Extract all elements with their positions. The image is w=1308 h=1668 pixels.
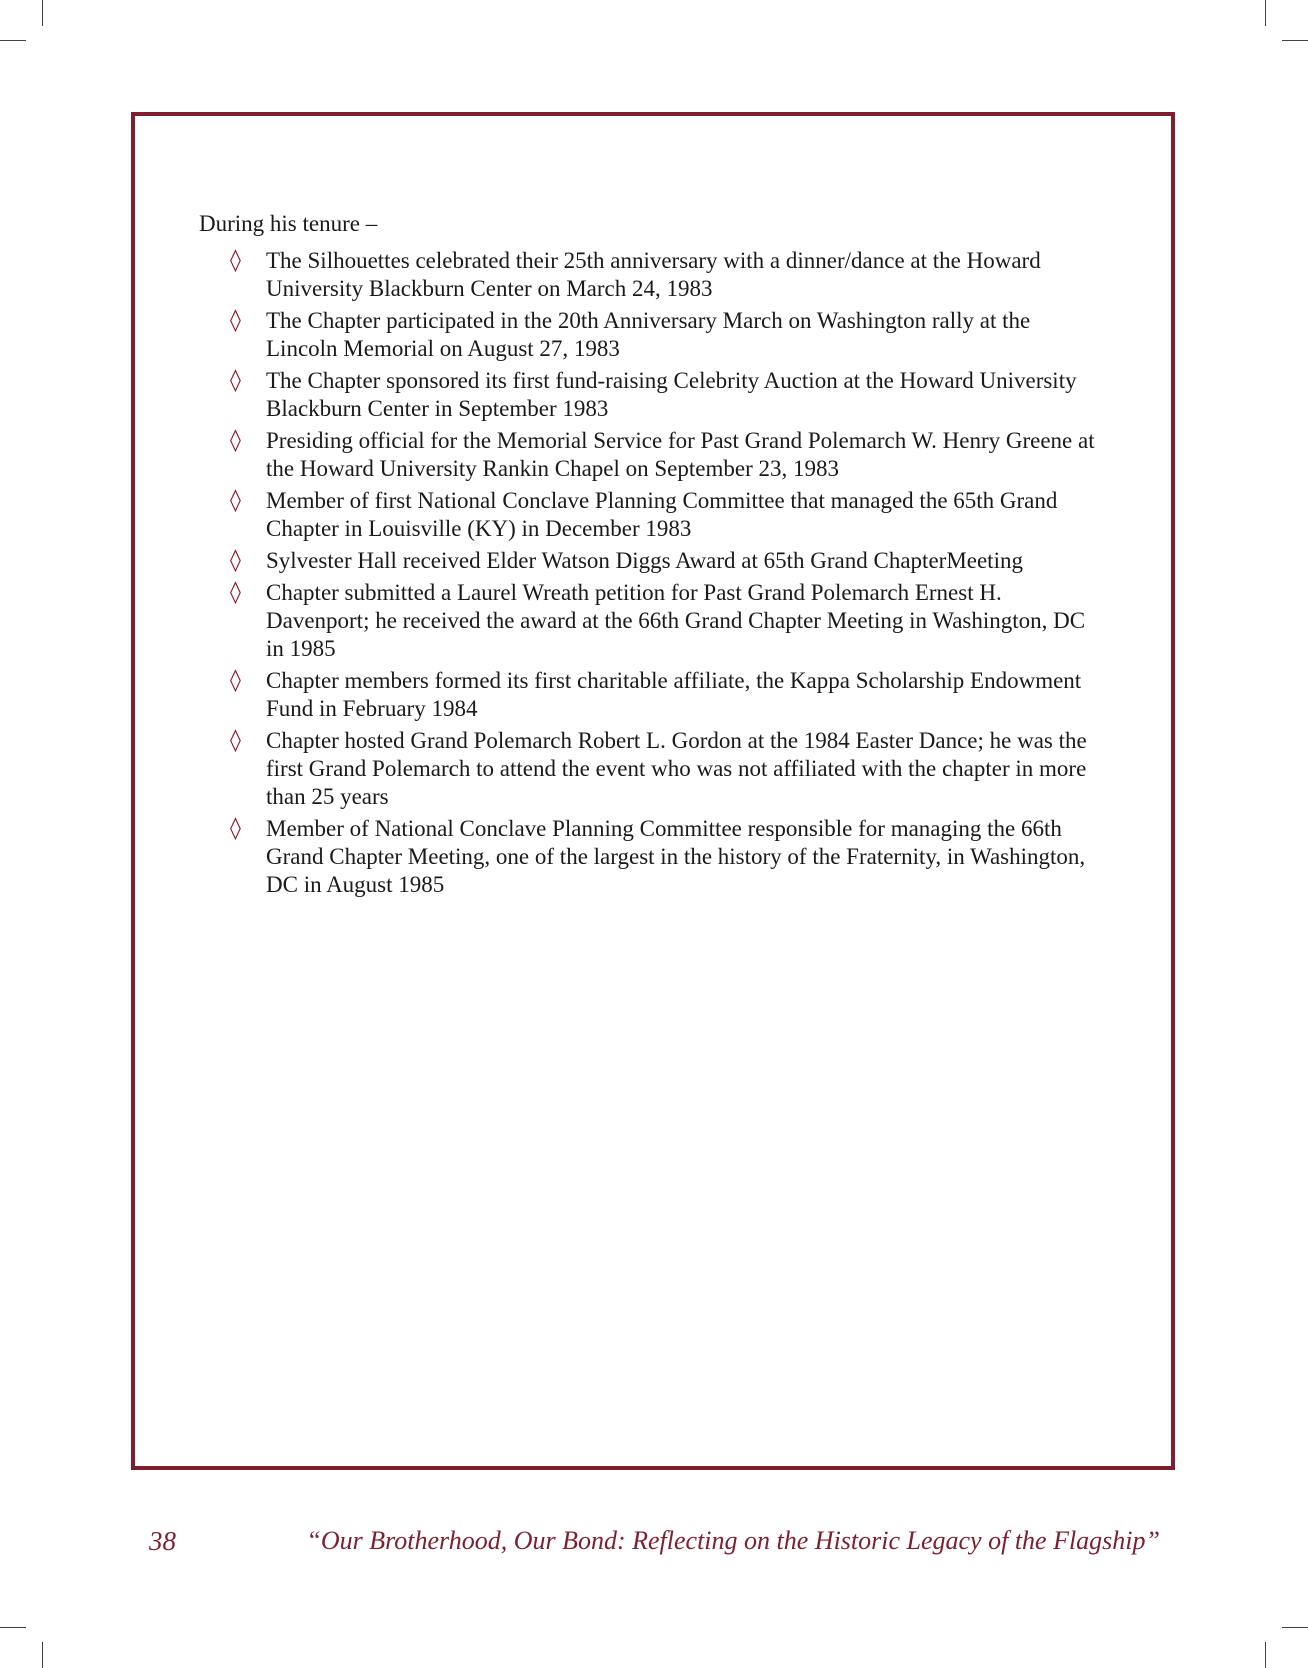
crop-mark <box>1282 1627 1308 1628</box>
events-list <box>199 247 1099 899</box>
page-content <box>199 210 1099 903</box>
list-item-text: The Chapter participated in the 20th Anniversary March on Washington rally at the Lincoln Memorial on August 27, 1983 <box>266 308 1031 361</box>
diamond-bullet-icon: ◊ <box>230 368 241 393</box>
crop-mark <box>1265 0 1266 26</box>
diamond-bullet-icon: ◊ <box>230 248 241 273</box>
crop-mark <box>1265 1642 1266 1668</box>
diamond-bullet-icon: ◊ <box>230 308 241 333</box>
crop-mark <box>42 0 43 26</box>
crop-mark <box>0 40 26 41</box>
list-item <box>199 579 1099 663</box>
list-item-text: Presiding official for the Memorial Service for Past Grand Polemarch W. Henry Greene at the Howard University Rankin Chapel on September 23, 1983 <box>266 428 1095 481</box>
list-item-text: The Chapter sponsored its first fund-raising Celebrity Auction at the Howard University Blackburn Center in September 1983 <box>266 368 1077 421</box>
list-item <box>199 367 1099 423</box>
list-item <box>199 547 1099 575</box>
list-item <box>199 307 1099 363</box>
list-item-text: Sylvester Hall received Elder Watson Diggs Award at 65th Grand ChapterMeeting <box>266 548 1023 573</box>
diamond-bullet-icon: ◊ <box>230 668 241 693</box>
list-item <box>199 727 1099 811</box>
list-item-text: Chapter members formed its first charitable affiliate, the Kappa Scholarship Endowment Fund in February 1984 <box>266 668 1082 721</box>
crop-mark <box>42 1642 43 1668</box>
list-item-text: Member of National Conclave Planning Committee responsible for managing the 66th Grand Chapter Meeting, one of the largest in the history of the Fraternity, in Washington, DC in August 1985 <box>266 816 1086 897</box>
list-item <box>199 247 1099 303</box>
intro-text: During his tenure – <box>199 211 378 236</box>
diamond-bullet-icon: ◊ <box>230 488 241 513</box>
list-item <box>199 815 1099 899</box>
page-number: 38 <box>149 1526 176 1556</box>
running-footer-title: “Our Brotherhood, Our Bond: Reflecting on the Historic Legacy of the Flagship” <box>306 1526 1160 1555</box>
diamond-bullet-icon: ◊ <box>230 816 241 841</box>
diamond-bullet-icon: ◊ <box>230 548 241 573</box>
list-item <box>199 487 1099 543</box>
list-item-text: Chapter submitted a Laurel Wreath petition for Past Grand Polemarch Ernest H. Davenport; he received the award at the 66th Grand Chapter Meeting in Washington, DC in 1985 <box>266 580 1086 661</box>
diamond-bullet-icon: ◊ <box>230 428 241 453</box>
diamond-bullet-icon: ◊ <box>230 728 241 753</box>
list-item <box>199 667 1099 723</box>
list-item-text: Member of first National Conclave Planning Committee that managed the 65th Grand Chapter in Louisville (KY) in December 1983 <box>266 488 1058 541</box>
crop-mark <box>1282 40 1308 41</box>
list-item-text: Chapter hosted Grand Polemarch Robert L. Gordon at the 1984 Easter Dance; he was the first Grand Polemarch to attend the event who was not affiliated with the chapter in more than 25 years <box>266 728 1087 809</box>
list-item <box>199 427 1099 483</box>
crop-mark <box>0 1627 26 1628</box>
diamond-bullet-icon: ◊ <box>230 580 241 605</box>
list-item-text: The Silhouettes celebrated their 25th anniversary with a dinner/dance at the Howard University Blackburn Center on March 24, 1983 <box>266 248 1041 301</box>
